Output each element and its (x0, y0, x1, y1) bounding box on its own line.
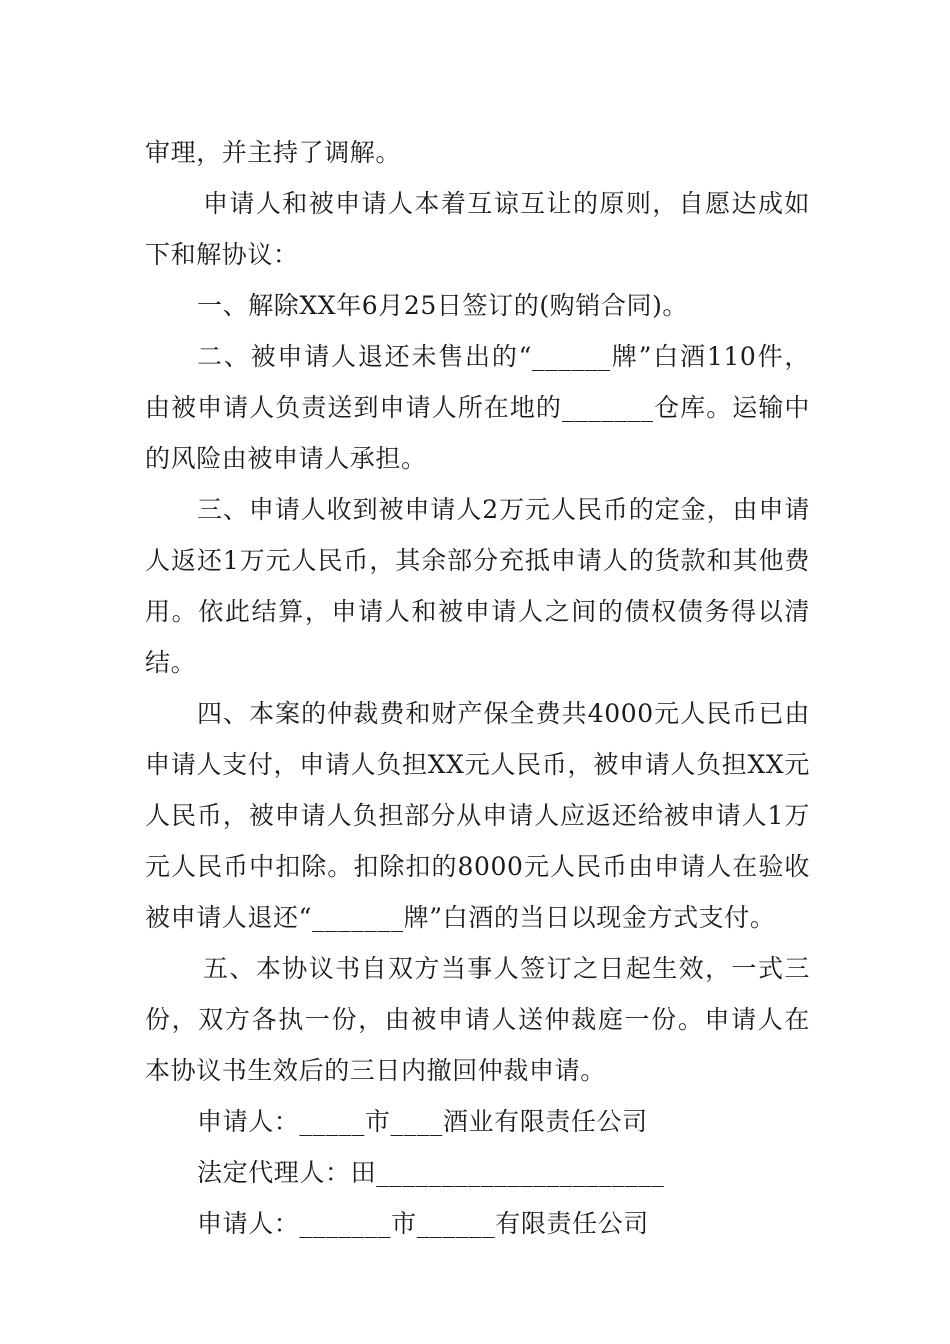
paragraph-preamble: 申请人和被申请人本着互谅互让的原则，自愿达成如下和解协议： (145, 189, 810, 269)
clause-four: 四、本案的仲裁费和财产保全费共4000元人民币已由申请人支付，申请人负担XX元人民币，被申请人负担XX元人民币，被申请人负担部分从申请人应返还给被申请人1万元人民币中扣除。扣除扣的8000元人民币由申请人在验收被申请人退还“_______牌”白酒的当日以现金方式支付。 (145, 699, 810, 932)
signature-applicant: 申请人：_____市____酒业有限责任公司 (197, 1107, 648, 1136)
clause-three: 三、申请人收到被申请人2万元人民币的定金，由申请人返还1万元人民币，其余部分充抵申请人的货款和其他费用。依此结算，申请人和被申请人之间的债权债务得以清结。 (145, 495, 810, 677)
agreement-body (145, 127, 810, 1249)
signature-respondent: 申请人：_______市______有限责任公司 (197, 1209, 649, 1238)
clause-two: 二、被申请人退还未售出的“______牌”白酒110件，由被申请人负责送到申请人所在地的_______仓库。运输中的风险由被申请人承担。 (145, 342, 810, 473)
signature-legal-representative: 法定代理人：田______________________ (197, 1158, 665, 1187)
paragraph-continuation: 审理，并主持了调解。 (145, 138, 402, 167)
clause-five: 五、本协议书自双方当事人签订之日起生效，一式三份，双方各执一份，由被申请人送仲裁庭一份。申请人在本协议书生效后的三日内撤回仲裁申请。 (145, 954, 810, 1085)
clause-one: 一、解除XX年6月25日签订的(购销合同)。 (197, 291, 689, 320)
